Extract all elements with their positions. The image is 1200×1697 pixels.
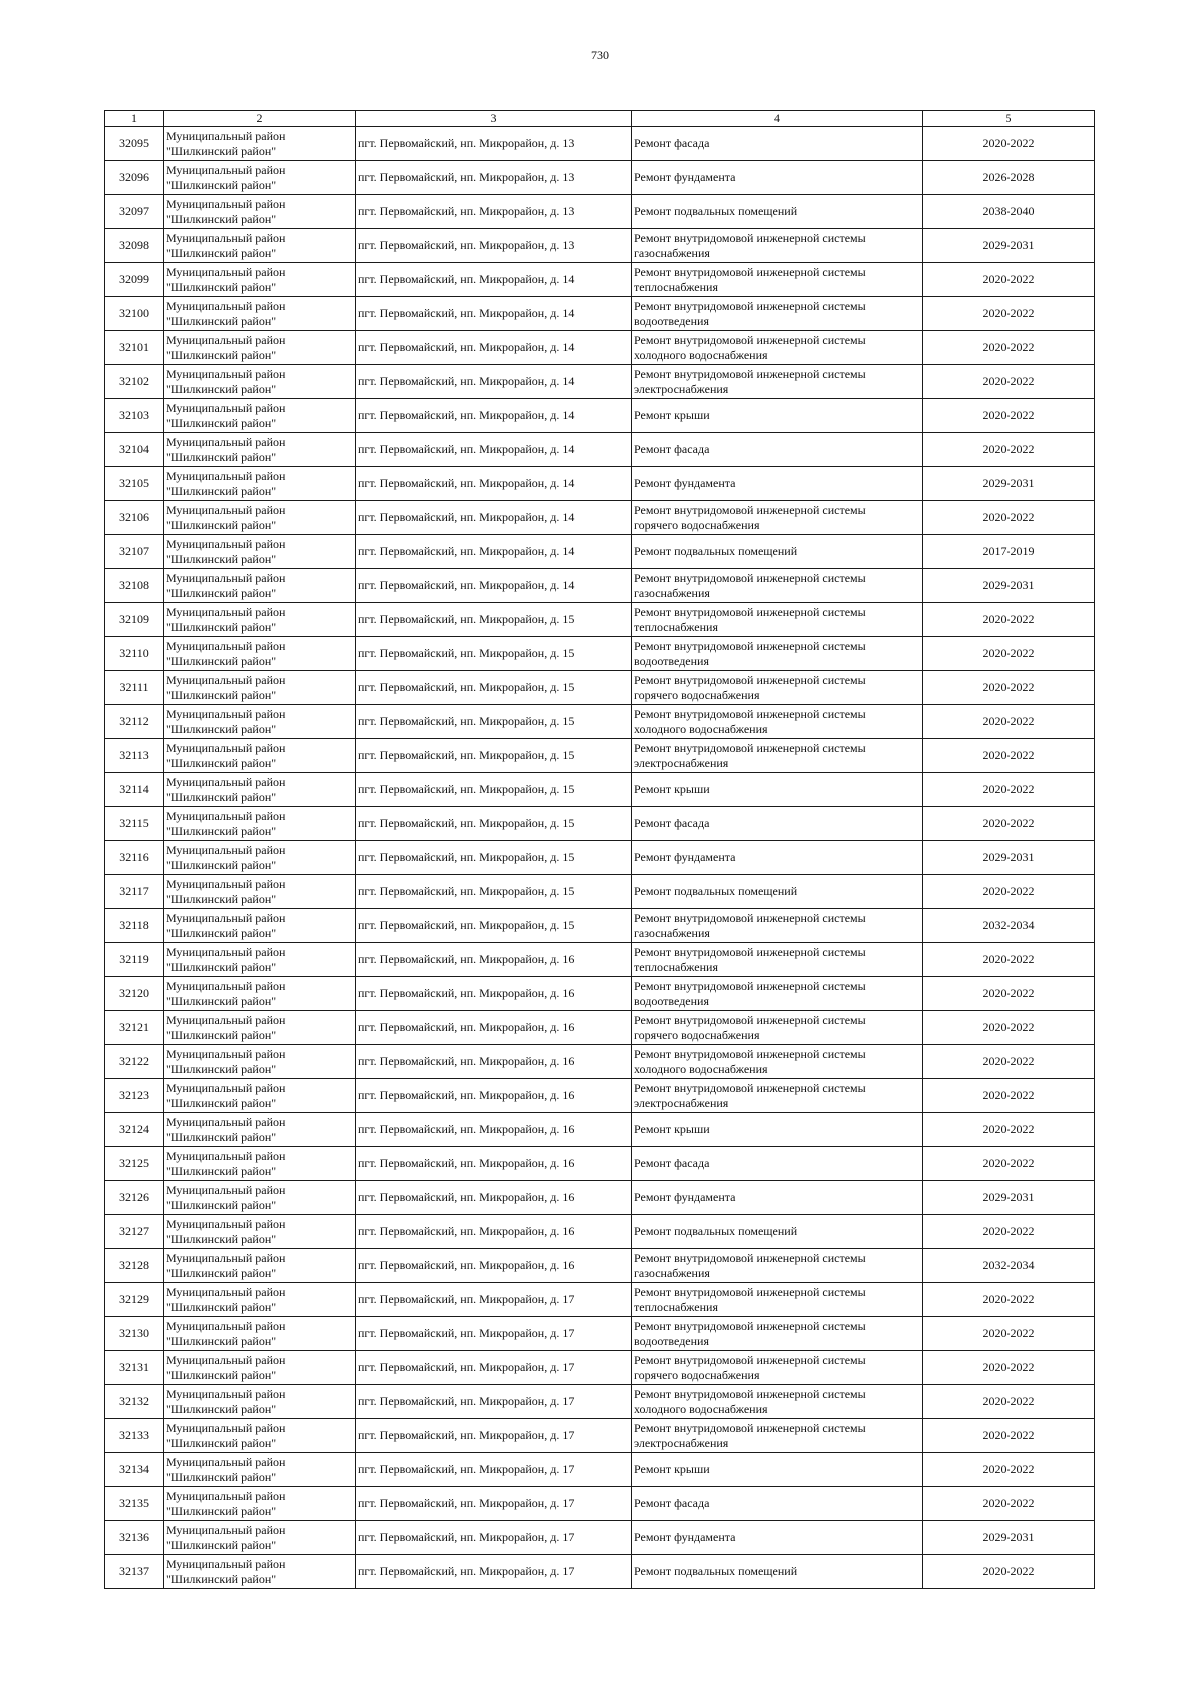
table-row bbox=[105, 671, 1095, 705]
row-number-cell: 32107 bbox=[105, 535, 164, 569]
work-type-cell: Ремонт внутридомовой инженерной системы холодного водоснабжения bbox=[632, 1385, 923, 1419]
address-cell: пгт. Первомайский, нп. Микрорайон, д. 15 bbox=[356, 637, 632, 671]
work-type-cell: Ремонт внутридомовой инженерной системы водоотведения bbox=[632, 637, 923, 671]
municipality-cell: Муниципальный район "Шилкинский район" bbox=[164, 637, 356, 671]
work-type-cell: Ремонт фасада bbox=[632, 807, 923, 841]
column-header: 3 bbox=[356, 111, 632, 127]
municipality-cell: Муниципальный район "Шилкинский район" bbox=[164, 569, 356, 603]
table-row bbox=[105, 1385, 1095, 1419]
table-row bbox=[105, 331, 1095, 365]
row-number-cell: 32095 bbox=[105, 127, 164, 161]
municipality-cell: Муниципальный район "Шилкинский район" bbox=[164, 1249, 356, 1283]
municipality-cell: Муниципальный район "Шилкинский район" bbox=[164, 1147, 356, 1181]
table-row bbox=[105, 161, 1095, 195]
period-cell: 2020-2022 bbox=[923, 263, 1095, 297]
row-number-cell: 32097 bbox=[105, 195, 164, 229]
table-row bbox=[105, 875, 1095, 909]
column-header: 4 bbox=[632, 111, 923, 127]
table-row bbox=[105, 1249, 1095, 1283]
table-row bbox=[105, 773, 1095, 807]
period-cell: 2020-2022 bbox=[923, 1045, 1095, 1079]
work-type-cell: Ремонт подвальных помещений bbox=[632, 1215, 923, 1249]
address-cell: пгт. Первомайский, нп. Микрорайон, д. 15 bbox=[356, 807, 632, 841]
municipality-cell: Муниципальный район "Шилкинский район" bbox=[164, 1555, 356, 1589]
municipality-cell: Муниципальный район "Шилкинский район" bbox=[164, 1011, 356, 1045]
row-number-cell: 32133 bbox=[105, 1419, 164, 1453]
address-cell: пгт. Первомайский, нп. Микрорайон, д. 17 bbox=[356, 1351, 632, 1385]
table-row bbox=[105, 1351, 1095, 1385]
row-number-cell: 32096 bbox=[105, 161, 164, 195]
address-cell: пгт. Первомайский, нп. Микрорайон, д. 17 bbox=[356, 1317, 632, 1351]
table-row bbox=[105, 229, 1095, 263]
row-number-cell: 32129 bbox=[105, 1283, 164, 1317]
municipality-cell: Муниципальный район "Шилкинский район" bbox=[164, 365, 356, 399]
row-number-cell: 32102 bbox=[105, 365, 164, 399]
municipality-cell: Муниципальный район "Шилкинский район" bbox=[164, 1487, 356, 1521]
municipality-cell: Муниципальный район "Шилкинский район" bbox=[164, 739, 356, 773]
period-cell: 2020-2022 bbox=[923, 1079, 1095, 1113]
period-cell: 2026-2028 bbox=[923, 161, 1095, 195]
table-row bbox=[105, 467, 1095, 501]
work-type-cell: Ремонт подвальных помещений bbox=[632, 1555, 923, 1589]
address-cell: пгт. Первомайский, нп. Микрорайон, д. 14 bbox=[356, 331, 632, 365]
address-cell: пгт. Первомайский, нп. Микрорайон, д. 16 bbox=[356, 1147, 632, 1181]
row-number-cell: 32112 bbox=[105, 705, 164, 739]
period-cell: 2020-2022 bbox=[923, 739, 1095, 773]
municipality-cell: Муниципальный район "Шилкинский район" bbox=[164, 229, 356, 263]
work-type-cell: Ремонт фасада bbox=[632, 1147, 923, 1181]
period-cell: 2020-2022 bbox=[923, 1453, 1095, 1487]
work-type-cell: Ремонт внутридомовой инженерной системы водоотведения bbox=[632, 1317, 923, 1351]
work-type-cell: Ремонт внутридомовой инженерной системы водоотведения bbox=[632, 977, 923, 1011]
period-cell: 2020-2022 bbox=[923, 1487, 1095, 1521]
page-number: 730 bbox=[591, 48, 609, 62]
period-cell: 2020-2022 bbox=[923, 1011, 1095, 1045]
row-number-cell: 32137 bbox=[105, 1555, 164, 1589]
period-cell: 2017-2019 bbox=[923, 535, 1095, 569]
row-number-cell: 32109 bbox=[105, 603, 164, 637]
address-cell: пгт. Первомайский, нп. Микрорайон, д. 13 bbox=[356, 229, 632, 263]
table-row bbox=[105, 195, 1095, 229]
period-cell: 2020-2022 bbox=[923, 671, 1095, 705]
column-header: 2 bbox=[164, 111, 356, 127]
municipality-cell: Муниципальный район "Шилкинский район" bbox=[164, 1045, 356, 1079]
period-cell: 2020-2022 bbox=[923, 1555, 1095, 1589]
municipality-cell: Муниципальный район "Шилкинский район" bbox=[164, 195, 356, 229]
table-row bbox=[105, 399, 1095, 433]
period-cell: 2020-2022 bbox=[923, 1317, 1095, 1351]
table-row bbox=[105, 1045, 1095, 1079]
work-type-cell: Ремонт внутридомовой инженерной системы теплоснабжения bbox=[632, 1283, 923, 1317]
period-cell: 2032-2034 bbox=[923, 1249, 1095, 1283]
work-type-cell: Ремонт внутридомовой инженерной системы холодного водоснабжения bbox=[632, 705, 923, 739]
table-row bbox=[105, 569, 1095, 603]
address-cell: пгт. Первомайский, нп. Микрорайон, д. 17 bbox=[356, 1283, 632, 1317]
table-row bbox=[105, 1283, 1095, 1317]
municipality-cell: Муниципальный район "Шилкинский район" bbox=[164, 161, 356, 195]
municipality-cell: Муниципальный район "Шилкинский район" bbox=[164, 501, 356, 535]
municipality-cell: Муниципальный район "Шилкинский район" bbox=[164, 773, 356, 807]
address-cell: пгт. Первомайский, нп. Микрорайон, д. 14 bbox=[356, 501, 632, 535]
municipality-cell: Муниципальный район "Шилкинский район" bbox=[164, 909, 356, 943]
work-type-cell: Ремонт фундамента bbox=[632, 161, 923, 195]
row-number-cell: 32120 bbox=[105, 977, 164, 1011]
row-number-cell: 32126 bbox=[105, 1181, 164, 1215]
work-type-cell: Ремонт внутридомовой инженерной системы горячего водоснабжения bbox=[632, 671, 923, 705]
work-type-cell: Ремонт фасада bbox=[632, 127, 923, 161]
table-row bbox=[105, 739, 1095, 773]
municipality-cell: Муниципальный район "Шилкинский район" bbox=[164, 1079, 356, 1113]
address-cell: пгт. Первомайский, нп. Микрорайон, д. 17 bbox=[356, 1487, 632, 1521]
address-cell: пгт. Первомайский, нп. Микрорайон, д. 17 bbox=[356, 1453, 632, 1487]
municipality-cell: Муниципальный район "Шилкинский район" bbox=[164, 433, 356, 467]
table-row bbox=[105, 603, 1095, 637]
row-number-cell: 32098 bbox=[105, 229, 164, 263]
row-number-cell: 32106 bbox=[105, 501, 164, 535]
address-cell: пгт. Первомайский, нп. Микрорайон, д. 13 bbox=[356, 195, 632, 229]
period-cell: 2020-2022 bbox=[923, 1113, 1095, 1147]
address-cell: пгт. Первомайский, нп. Микрорайон, д. 15 bbox=[356, 603, 632, 637]
address-cell: пгт. Первомайский, нп. Микрорайон, д. 15 bbox=[356, 841, 632, 875]
period-cell: 2020-2022 bbox=[923, 943, 1095, 977]
period-cell: 2020-2022 bbox=[923, 807, 1095, 841]
address-cell: пгт. Первомайский, нп. Микрорайон, д. 15 bbox=[356, 773, 632, 807]
municipality-cell: Муниципальный район "Шилкинский район" bbox=[164, 841, 356, 875]
period-cell: 2020-2022 bbox=[923, 1351, 1095, 1385]
address-cell: пгт. Первомайский, нп. Микрорайон, д. 16 bbox=[356, 1011, 632, 1045]
row-number-cell: 32101 bbox=[105, 331, 164, 365]
row-number-cell: 32108 bbox=[105, 569, 164, 603]
table-row bbox=[105, 1453, 1095, 1487]
work-type-cell: Ремонт внутридомовой инженерной системы электроснабжения bbox=[632, 1419, 923, 1453]
municipality-cell: Муниципальный район "Шилкинский район" bbox=[164, 263, 356, 297]
municipality-cell: Муниципальный район "Шилкинский район" bbox=[164, 297, 356, 331]
table-row bbox=[105, 263, 1095, 297]
period-cell: 2020-2022 bbox=[923, 501, 1095, 535]
table-row bbox=[105, 365, 1095, 399]
table-row bbox=[105, 1113, 1095, 1147]
table-row bbox=[105, 637, 1095, 671]
table-row bbox=[105, 1215, 1095, 1249]
address-cell: пгт. Первомайский, нп. Микрорайон, д. 16 bbox=[356, 943, 632, 977]
period-cell: 2020-2022 bbox=[923, 433, 1095, 467]
row-number-cell: 32128 bbox=[105, 1249, 164, 1283]
address-cell: пгт. Первомайский, нп. Микрорайон, д. 13 bbox=[356, 161, 632, 195]
table-row bbox=[105, 1487, 1095, 1521]
work-type-cell: Ремонт внутридомовой инженерной системы теплоснабжения bbox=[632, 943, 923, 977]
municipality-cell: Муниципальный район "Шилкинский район" bbox=[164, 331, 356, 365]
period-cell: 2020-2022 bbox=[923, 637, 1095, 671]
work-type-cell: Ремонт внутридомовой инженерной системы электроснабжения bbox=[632, 1079, 923, 1113]
address-cell: пгт. Первомайский, нп. Микрорайон, д. 14 bbox=[356, 263, 632, 297]
address-cell: пгт. Первомайский, нп. Микрорайон, д. 14 bbox=[356, 433, 632, 467]
address-cell: пгт. Первомайский, нп. Микрорайон, д. 15 bbox=[356, 671, 632, 705]
municipality-cell: Муниципальный район "Шилкинский район" bbox=[164, 603, 356, 637]
work-type-cell: Ремонт внутридомовой инженерной системы электроснабжения bbox=[632, 739, 923, 773]
municipality-cell: Муниципальный район "Шилкинский район" bbox=[164, 1215, 356, 1249]
row-number-cell: 32099 bbox=[105, 263, 164, 297]
address-cell: пгт. Первомайский, нп. Микрорайон, д. 14 bbox=[356, 535, 632, 569]
row-number-cell: 32116 bbox=[105, 841, 164, 875]
row-number-cell: 32100 bbox=[105, 297, 164, 331]
row-number-cell: 32130 bbox=[105, 1317, 164, 1351]
row-number-cell: 32103 bbox=[105, 399, 164, 433]
row-number-cell: 32131 bbox=[105, 1351, 164, 1385]
work-type-cell: Ремонт внутридомовой инженерной системы холодного водоснабжения bbox=[632, 331, 923, 365]
row-number-cell: 32111 bbox=[105, 671, 164, 705]
period-cell: 2038-2040 bbox=[923, 195, 1095, 229]
period-cell: 2020-2022 bbox=[923, 365, 1095, 399]
row-number-cell: 32121 bbox=[105, 1011, 164, 1045]
period-cell: 2020-2022 bbox=[923, 331, 1095, 365]
table-row bbox=[105, 1521, 1095, 1555]
period-cell: 2020-2022 bbox=[923, 399, 1095, 433]
table-row bbox=[105, 535, 1095, 569]
row-number-cell: 32114 bbox=[105, 773, 164, 807]
address-cell: пгт. Первомайский, нп. Микрорайон, д. 17 bbox=[356, 1419, 632, 1453]
table-row bbox=[105, 841, 1095, 875]
address-cell: пгт. Первомайский, нп. Микрорайон, д. 14 bbox=[356, 569, 632, 603]
address-cell: пгт. Первомайский, нп. Микрорайон, д. 15 bbox=[356, 909, 632, 943]
municipality-cell: Муниципальный район "Шилкинский район" bbox=[164, 1317, 356, 1351]
work-type-cell: Ремонт подвальных помещений bbox=[632, 535, 923, 569]
work-type-cell: Ремонт фундамента bbox=[632, 467, 923, 501]
work-type-cell: Ремонт крыши bbox=[632, 773, 923, 807]
address-cell: пгт. Первомайский, нп. Микрорайон, д. 14 bbox=[356, 297, 632, 331]
work-type-cell: Ремонт внутридомовой инженерной системы электроснабжения bbox=[632, 365, 923, 399]
period-cell: 2020-2022 bbox=[923, 603, 1095, 637]
municipality-cell: Муниципальный район "Шилкинский район" bbox=[164, 1521, 356, 1555]
municipality-cell: Муниципальный район "Шилкинский район" bbox=[164, 671, 356, 705]
table-row bbox=[105, 501, 1095, 535]
municipality-cell: Муниципальный район "Шилкинский район" bbox=[164, 467, 356, 501]
address-cell: пгт. Первомайский, нп. Микрорайон, д. 16 bbox=[356, 1113, 632, 1147]
table-row bbox=[105, 1181, 1095, 1215]
period-cell: 2020-2022 bbox=[923, 773, 1095, 807]
municipality-cell: Муниципальный район "Шилкинский район" bbox=[164, 1283, 356, 1317]
period-cell: 2029-2031 bbox=[923, 1521, 1095, 1555]
address-cell: пгт. Первомайский, нп. Микрорайон, д. 17 bbox=[356, 1555, 632, 1589]
period-cell: 2020-2022 bbox=[923, 1215, 1095, 1249]
municipality-cell: Муниципальный район "Шилкинский район" bbox=[164, 875, 356, 909]
row-number-cell: 32134 bbox=[105, 1453, 164, 1487]
municipality-cell: Муниципальный район "Шилкинский район" bbox=[164, 1419, 356, 1453]
row-number-cell: 32117 bbox=[105, 875, 164, 909]
municipality-cell: Муниципальный район "Шилкинский район" bbox=[164, 399, 356, 433]
work-type-cell: Ремонт внутридомовой инженерной системы теплоснабжения bbox=[632, 263, 923, 297]
address-cell: пгт. Первомайский, нп. Микрорайон, д. 15 bbox=[356, 875, 632, 909]
period-cell: 2020-2022 bbox=[923, 297, 1095, 331]
municipality-cell: Муниципальный район "Шилкинский район" bbox=[164, 1385, 356, 1419]
table-row bbox=[105, 705, 1095, 739]
address-cell: пгт. Первомайский, нп. Микрорайон, д. 16 bbox=[356, 977, 632, 1011]
repair-schedule-table bbox=[104, 110, 1095, 1589]
row-number-cell: 32110 bbox=[105, 637, 164, 671]
row-number-cell: 32123 bbox=[105, 1079, 164, 1113]
table-row bbox=[105, 297, 1095, 331]
column-header: 1 bbox=[105, 111, 164, 127]
work-type-cell: Ремонт внутридомовой инженерной системы теплоснабжения bbox=[632, 603, 923, 637]
table-row bbox=[105, 943, 1095, 977]
period-cell: 2020-2022 bbox=[923, 1147, 1095, 1181]
work-type-cell: Ремонт фундамента bbox=[632, 1521, 923, 1555]
work-type-cell: Ремонт фундамента bbox=[632, 841, 923, 875]
work-type-cell: Ремонт фасада bbox=[632, 1487, 923, 1521]
period-cell: 2020-2022 bbox=[923, 1385, 1095, 1419]
table-row bbox=[105, 977, 1095, 1011]
row-number-cell: 32122 bbox=[105, 1045, 164, 1079]
work-type-cell: Ремонт внутридомовой инженерной системы горячего водоснабжения bbox=[632, 501, 923, 535]
period-cell: 2029-2031 bbox=[923, 1181, 1095, 1215]
row-number-cell: 32119 bbox=[105, 943, 164, 977]
table-row bbox=[105, 1419, 1095, 1453]
row-number-cell: 32115 bbox=[105, 807, 164, 841]
address-cell: пгт. Первомайский, нп. Микрорайон, д. 14 bbox=[356, 365, 632, 399]
table-row bbox=[105, 1079, 1095, 1113]
work-type-cell: Ремонт крыши bbox=[632, 399, 923, 433]
column-header: 5 bbox=[923, 111, 1095, 127]
work-type-cell: Ремонт подвальных помещений bbox=[632, 195, 923, 229]
address-cell: пгт. Первомайский, нп. Микрорайон, д. 14 bbox=[356, 399, 632, 433]
period-cell: 2020-2022 bbox=[923, 977, 1095, 1011]
work-type-cell: Ремонт внутридомовой инженерной системы водоотведения bbox=[632, 297, 923, 331]
address-cell: пгт. Первомайский, нп. Микрорайон, д. 17 bbox=[356, 1521, 632, 1555]
address-cell: пгт. Первомайский, нп. Микрорайон, д. 16 bbox=[356, 1079, 632, 1113]
address-cell: пгт. Первомайский, нп. Микрорайон, д. 15 bbox=[356, 739, 632, 773]
work-type-cell: Ремонт внутридомовой инженерной системы газоснабжения bbox=[632, 1249, 923, 1283]
row-number-cell: 32135 bbox=[105, 1487, 164, 1521]
period-cell: 2029-2031 bbox=[923, 229, 1095, 263]
table-header-row bbox=[105, 111, 1095, 127]
municipality-cell: Муниципальный район "Шилкинский район" bbox=[164, 127, 356, 161]
municipality-cell: Муниципальный район "Шилкинский район" bbox=[164, 1453, 356, 1487]
address-cell: пгт. Первомайский, нп. Микрорайон, д. 17 bbox=[356, 1385, 632, 1419]
row-number-cell: 32104 bbox=[105, 433, 164, 467]
table-row bbox=[105, 1317, 1095, 1351]
address-cell: пгт. Первомайский, нп. Микрорайон, д. 15 bbox=[356, 705, 632, 739]
work-type-cell: Ремонт внутридомовой инженерной системы газоснабжения bbox=[632, 229, 923, 263]
municipality-cell: Муниципальный район "Шилкинский район" bbox=[164, 1181, 356, 1215]
period-cell: 2020-2022 bbox=[923, 705, 1095, 739]
municipality-cell: Муниципальный район "Шилкинский район" bbox=[164, 705, 356, 739]
municipality-cell: Муниципальный район "Шилкинский район" bbox=[164, 1351, 356, 1385]
period-cell: 2029-2031 bbox=[923, 569, 1095, 603]
work-type-cell: Ремонт внутридомовой инженерной системы горячего водоснабжения bbox=[632, 1011, 923, 1045]
address-cell: пгт. Первомайский, нп. Микрорайон, д. 16 bbox=[356, 1181, 632, 1215]
municipality-cell: Муниципальный район "Шилкинский район" bbox=[164, 535, 356, 569]
work-type-cell: Ремонт крыши bbox=[632, 1113, 923, 1147]
row-number-cell: 32118 bbox=[105, 909, 164, 943]
row-number-cell: 32125 bbox=[105, 1147, 164, 1181]
row-number-cell: 32113 bbox=[105, 739, 164, 773]
row-number-cell: 32132 bbox=[105, 1385, 164, 1419]
table-row bbox=[105, 1011, 1095, 1045]
period-cell: 2029-2031 bbox=[923, 467, 1095, 501]
municipality-cell: Муниципальный район "Шилкинский район" bbox=[164, 1113, 356, 1147]
work-type-cell: Ремонт фасада bbox=[632, 433, 923, 467]
period-cell: 2020-2022 bbox=[923, 127, 1095, 161]
table-row bbox=[105, 1555, 1095, 1589]
row-number-cell: 32124 bbox=[105, 1113, 164, 1147]
table-row bbox=[105, 433, 1095, 467]
work-type-cell: Ремонт внутридомовой инженерной системы горячего водоснабжения bbox=[632, 1351, 923, 1385]
row-number-cell: 32127 bbox=[105, 1215, 164, 1249]
municipality-cell: Муниципальный район "Шилкинский район" bbox=[164, 943, 356, 977]
table-row bbox=[105, 909, 1095, 943]
table-row bbox=[105, 807, 1095, 841]
row-number-cell: 32105 bbox=[105, 467, 164, 501]
address-cell: пгт. Первомайский, нп. Микрорайон, д. 16 bbox=[356, 1249, 632, 1283]
address-cell: пгт. Первомайский, нп. Микрорайон, д. 16 bbox=[356, 1215, 632, 1249]
table-row bbox=[105, 1147, 1095, 1181]
address-cell: пгт. Первомайский, нп. Микрорайон, д. 13 bbox=[356, 127, 632, 161]
municipality-cell: Муниципальный район "Шилкинский район" bbox=[164, 807, 356, 841]
work-type-cell: Ремонт подвальных помещений bbox=[632, 875, 923, 909]
work-type-cell: Ремонт внутридомовой инженерной системы холодного водоснабжения bbox=[632, 1045, 923, 1079]
row-number-cell: 32136 bbox=[105, 1521, 164, 1555]
work-type-cell: Ремонт внутридомовой инженерной системы газоснабжения bbox=[632, 909, 923, 943]
table-row bbox=[105, 127, 1095, 161]
address-cell: пгт. Первомайский, нп. Микрорайон, д. 16 bbox=[356, 1045, 632, 1079]
period-cell: 2032-2034 bbox=[923, 909, 1095, 943]
table-body bbox=[105, 127, 1095, 1589]
period-cell: 2020-2022 bbox=[923, 1419, 1095, 1453]
address-cell: пгт. Первомайский, нп. Микрорайон, д. 14 bbox=[356, 467, 632, 501]
period-cell: 2020-2022 bbox=[923, 875, 1095, 909]
period-cell: 2029-2031 bbox=[923, 841, 1095, 875]
work-type-cell: Ремонт фундамента bbox=[632, 1181, 923, 1215]
work-type-cell: Ремонт внутридомовой инженерной системы газоснабжения bbox=[632, 569, 923, 603]
period-cell: 2020-2022 bbox=[923, 1283, 1095, 1317]
municipality-cell: Муниципальный район "Шилкинский район" bbox=[164, 977, 356, 1011]
work-type-cell: Ремонт крыши bbox=[632, 1453, 923, 1487]
